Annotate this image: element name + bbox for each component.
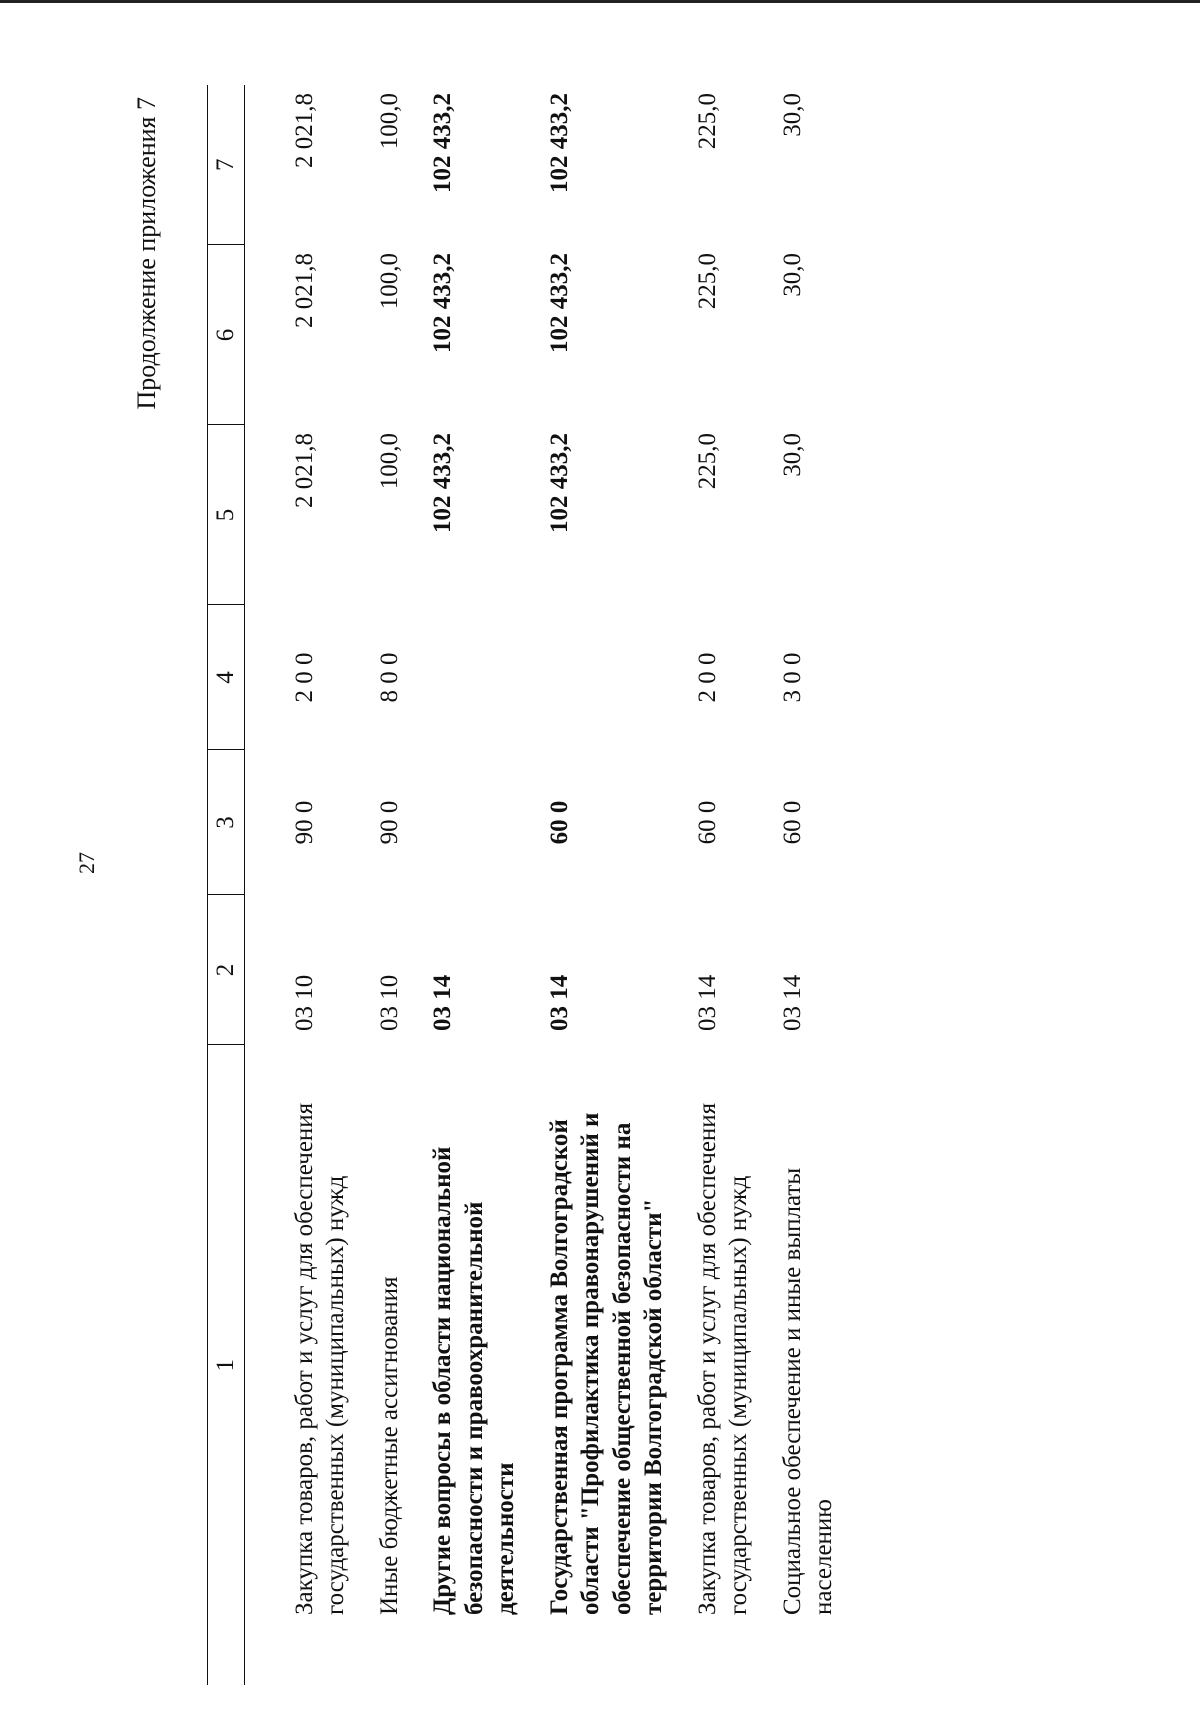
row-expense-type: 2 0 0 [290, 652, 318, 703]
row-value-6: 225,0 [693, 253, 721, 310]
row-value-5: 2 021,8 [290, 433, 318, 508]
row-value-5: 102 433,2 [545, 433, 573, 533]
row-expense-type [427, 605, 522, 750]
row-expense-type [544, 605, 670, 750]
row-name: Другие вопросы в области национальной безопасности и правоохранительной деятельности [429, 1146, 519, 1615]
row-name: Государственная программа Волгоградской области "Профилактика правонарушений и обеспечение общественной безопасности на территории Волгоградской области" [545, 1112, 667, 1615]
row-value-6: 102 433,2 [429, 253, 456, 353]
row-value-6: 2 021,8 [290, 253, 318, 328]
row-target-article: 60 0 [778, 800, 806, 845]
row-target-article: 90 0 [375, 800, 403, 845]
row-section: 03 10 [290, 974, 318, 1031]
row-name: Закупка товаров, работ и услуг для обеспечения государственных (муниципальных) нужд [290, 1102, 349, 1615]
row-value-7: 100,0 [375, 93, 403, 150]
row-name: Социальное обеспечение и иные выплаты населению [778, 1167, 837, 1615]
row-value-6: 102 433,2 [545, 253, 573, 353]
row-section: 03 14 [693, 974, 721, 1031]
table-row [427, 85, 522, 1685]
row-target-article: 90 0 [290, 800, 318, 845]
table-row [544, 85, 670, 1685]
row-section: 03 14 [429, 974, 456, 1031]
row-value-5: 30,0 [778, 433, 806, 477]
row-value-7: 225,0 [693, 93, 721, 150]
table-row [374, 85, 406, 1685]
row-value-5: 102 433,2 [429, 433, 456, 533]
table-row [289, 85, 352, 1685]
col-header-3: 3 [208, 750, 245, 895]
col-header-6: 6 [208, 245, 245, 425]
table-row [777, 85, 840, 1685]
row-value-6: 100,0 [375, 253, 403, 310]
row-expense-type: 3 0 0 [778, 652, 806, 703]
row-expense-type: 2 0 0 [693, 652, 721, 703]
row-value-5: 100,0 [375, 433, 403, 490]
col-header-7: 7 [208, 85, 245, 245]
row-target-article: 60 0 [545, 800, 573, 845]
row-section: 03 14 [778, 974, 806, 1031]
col-header-2: 2 [208, 895, 245, 1045]
row-value-5: 225,0 [693, 433, 721, 490]
row-expense-type: 8 0 0 [375, 652, 403, 703]
col-header-1: 1 [208, 1045, 245, 1685]
col-header-4: 4 [208, 605, 245, 750]
row-value-7: 102 433,2 [429, 93, 456, 193]
row-value-7: 102 433,2 [545, 93, 573, 193]
rotated-page-content [132, 75, 1082, 1685]
row-section: 03 14 [545, 974, 573, 1031]
row-target-article [427, 750, 522, 895]
continuation-label: Продолжение приложения 7 [132, 97, 161, 410]
row-value-7: 30,0 [778, 93, 806, 137]
table-row [692, 85, 755, 1685]
scan-edge [0, 0, 1200, 3]
row-section: 03 10 [375, 974, 403, 1031]
row-name: Закупка товаров, работ и услуг для обеспечения государственных (муниципальных) нужд [693, 1102, 752, 1615]
row-value-6: 30,0 [778, 253, 806, 297]
row-target-article: 60 0 [693, 800, 721, 845]
budget-table [207, 85, 840, 1685]
col-header-5: 5 [208, 425, 245, 605]
row-name: Иные бюджетные ассигнования [375, 1276, 403, 1615]
row-value-7: 2 021,8 [290, 93, 318, 168]
header-row [208, 85, 245, 1685]
page-number: 27 [74, 852, 99, 874]
